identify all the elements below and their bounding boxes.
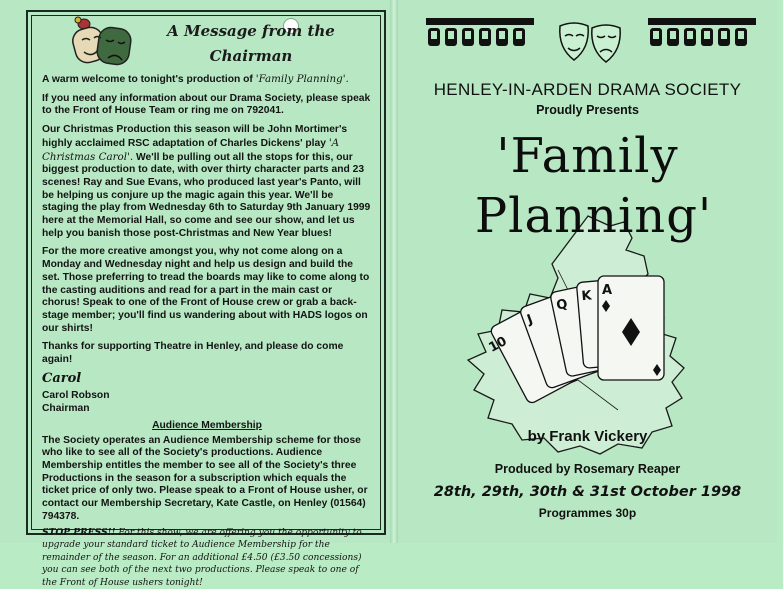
card-rank: J — [524, 312, 535, 328]
christmas-text-1: Our Christmas Production this season will be John Mortimer's highly acclaimed RSC adaptation of Charles Dickens' play — [42, 124, 347, 149]
christmas-paragraph — [42, 124, 372, 240]
chairman-role: Chairman — [42, 403, 372, 416]
performance-dates: 28th, 29th, 30th & 31st October 1998 — [398, 484, 777, 500]
card-rank: K — [581, 288, 593, 304]
programme-price: Programmes 30p — [398, 506, 777, 520]
welcome-play-title: 'Family Planning'. — [256, 73, 349, 85]
info-paragraph: If you need any information about our Drama Society, please speak to the Front of House Team or ring me on 792041. — [42, 93, 372, 118]
author: by Frank Vickery — [398, 428, 777, 445]
producer: Produced by Rosemary Reaper — [398, 462, 777, 476]
society-name: HENLEY-IN-ARDEN DRAMA SOCIETY — [398, 80, 777, 100]
creative-paragraph: For the more creative amongst you, why not come along on a Monday and Wednesday night and help us design and build the set. Those preferring to tread the boards may like to come along to the casting auditions and read for a part in the main cast or chorus! Speak to one of the Front of House crew or grab a back-stage member; you'll find us wandering about with HADS logos on our shirts! — [42, 246, 372, 335]
christmas-play-title: 'A Christmas Carol'. — [42, 137, 339, 163]
welcome-paragraph — [42, 73, 372, 87]
theatre-masks-icon — [64, 14, 140, 66]
card-rank: A — [602, 283, 612, 298]
card-rank: Q — [555, 297, 569, 314]
play-title-line2: Planning' — [404, 188, 783, 244]
page-fold — [390, 0, 398, 543]
stop-press-text: For this show, we are offering you the opportunity to upgrade your standard ticket to Audience Membership for the remainder of the season. For an additional £4.50 (£3.50 concessions) you can see both of the next two productions. Please speak to one of the Front of House ushers tonight! — [42, 528, 362, 588]
christmas-text-2: We'll be pulling out all the stops for this, our biggest production to date, with over thirty character parts and 23 scenes! Ray and Sue Evans, who produced last year's Panto, will be helping us conjure up the magic again this year. We'll be staging the play from Wednesday 6th to Saturday 9th January 1999 here at the Memorial Hall, so come and see our show, and let us help you banish those post-Christmas and New Year blues! — [42, 152, 370, 239]
stage-banner-icon — [648, 18, 756, 48]
signature: Carol — [42, 373, 372, 386]
play-title-line1: 'Family — [398, 128, 777, 184]
message-title-line1: A Message from the — [166, 19, 336, 44]
comedy-tragedy-masks-icon — [556, 20, 626, 68]
playing-cards-graphic — [498, 270, 683, 420]
membership-paragraph: The Society operates an Audience Membership scheme for those who like to see all of the Society's productions. Audience Membership entitles the member to see all of the Society's three Productions in the season for a subscription which equals the ticket price of only two. Please speak to a Front of House usher, or contact our Membership Secretary, Kate Castle, on Henley (01564) 794378. — [42, 435, 372, 524]
thanks-paragraph: Thanks for supporting Theatre in Henley, and please do come again! — [42, 341, 372, 366]
stage-banner-icon — [426, 18, 534, 48]
card-rank: 10 — [486, 334, 509, 356]
message-title — [166, 19, 336, 69]
proudly-presents: Proudly Presents — [398, 103, 777, 117]
cover-page — [398, 0, 777, 543]
message-body — [42, 73, 372, 589]
stop-press-label: STOP PRESS!! — [42, 527, 116, 538]
welcome-text: A warm welcome to tonight's production of — [42, 74, 256, 85]
chairman-message-page — [0, 0, 390, 543]
membership-heading: Audience Membership — [42, 420, 372, 433]
chairman-name: Carol Robson — [42, 390, 372, 403]
message-title-line2: Chairman — [166, 44, 336, 69]
stop-press — [42, 527, 372, 589]
